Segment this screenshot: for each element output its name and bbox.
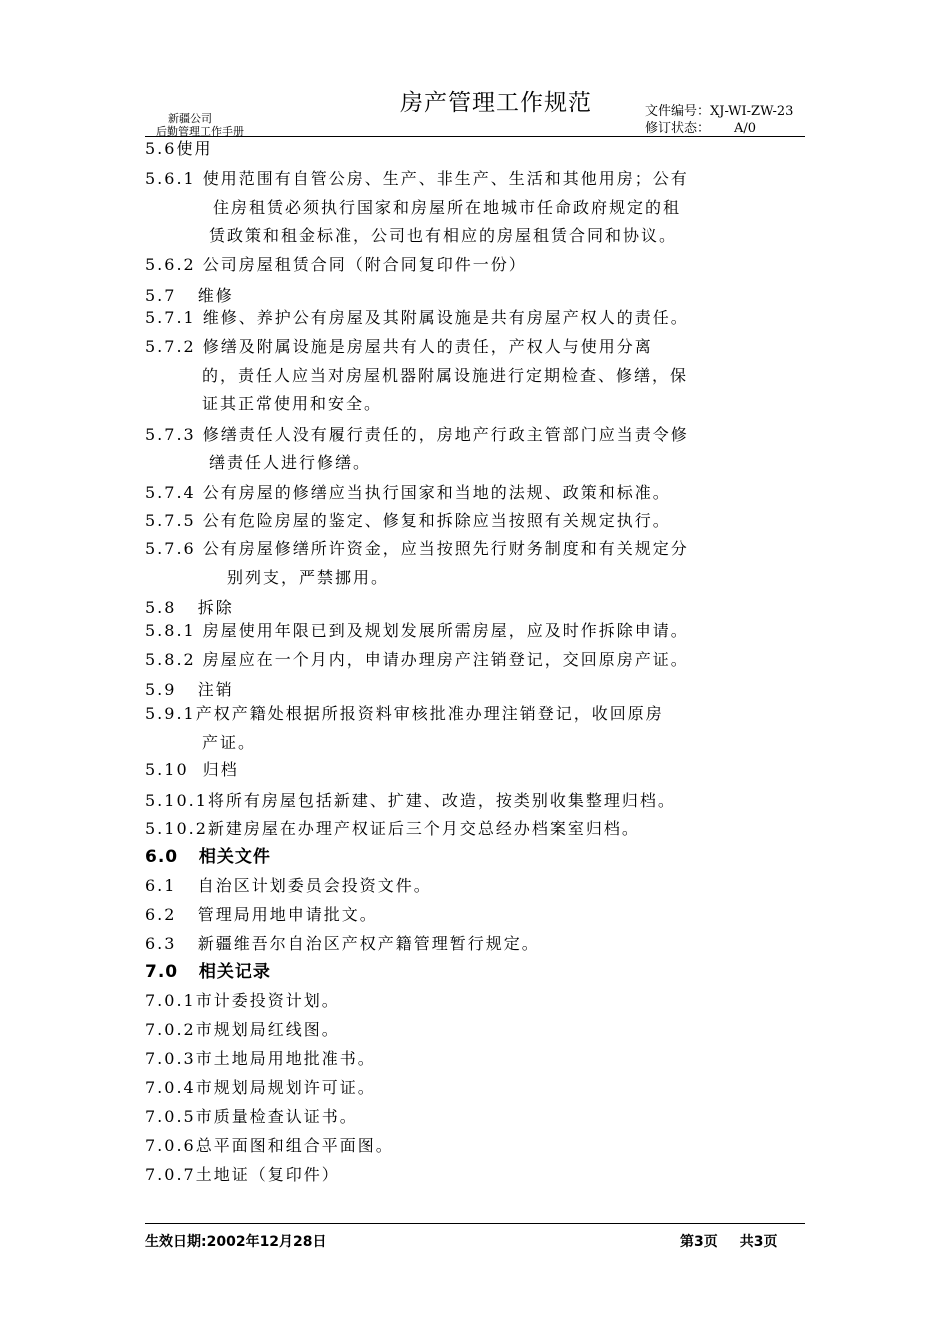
clause-5-7-1: 5.7.1 维修、养护公有房屋及其附属设施是共有房屋产权人的责任。 (145, 308, 689, 327)
clause-5-6-1-cont-1: 住房租赁必须执行国家和房屋所在地城市任命政府规定的租 (213, 198, 682, 217)
section-5-10: 5.10 归档 (145, 760, 239, 779)
page-number (680, 1231, 778, 1251)
total-pages: 共3页 (739, 1234, 778, 1250)
clause-5-9-1-cont: 产证。 (202, 733, 257, 752)
clause-5-8-1: 5.8.1 房屋使用年限已到及规划发展所需房屋，应及时作拆除申请。 (145, 621, 689, 640)
record-7-0-1: 7.0.1市计委投资计划。 (145, 991, 340, 1010)
revision-value: A/0 (734, 121, 757, 136)
current-page: 第3页 (680, 1234, 718, 1250)
effective-date: 生效日期:2002年12月28日 (145, 1234, 327, 1250)
header-rule (145, 136, 805, 137)
clause-5-7-5: 5.7.5 公有危险房屋的鉴定、修复和拆除应当按照有关规定执行。 (145, 511, 671, 530)
clause-5-10-1: 5.10.1将所有房屋包括新建、扩建、改造，按类别收集整理归档。 (145, 791, 676, 810)
section-5-8: 5.8 拆除 (145, 598, 234, 617)
clause-5-6-2: 5.6.2 公司房屋租赁合同（附合同复印件一份） (145, 255, 527, 274)
clause-5-7-3-cont: 缮责任人进行修缮。 (209, 453, 372, 472)
clause-5-7-6: 5.7.6 公有房屋修缮所许资金，应当按照先行财务制度和有关规定分 (145, 539, 689, 558)
header-company: 新疆公司 (168, 112, 212, 125)
footer-rule (145, 1223, 805, 1224)
record-7-0-4: 7.0.4市规划局规划许可证。 (145, 1078, 376, 1097)
clause-5-7-3: 5.7.3 修缮责任人没有履行责任的，房地产行政主管部门应当责令修 (145, 425, 689, 444)
clause-5-6-1: 5.6.1 使用范围有自管公房、生产、非生产、生活和其他用房；公有 (145, 169, 689, 188)
record-7-0-2: 7.0.2市规划局红线图。 (145, 1020, 340, 1039)
record-7-0-7: 7.0.7土地证（复印件） (145, 1165, 340, 1184)
clause-5-7-2-cont-2: 证其正常使用和安全。 (202, 394, 383, 413)
clause-5-6-1-cont-2: 赁政策和租金标准，公司也有相应的房屋租赁合同和协议。 (209, 226, 678, 245)
revision-status (645, 117, 756, 136)
clause-5-9-1: 5.9.1产权产籍处根据所报资料审核批准办理注销登记，收回原房 (145, 704, 664, 723)
section-6-0-heading: 6.0 相关文件 (145, 847, 271, 867)
document-title: 房产管理工作规范 (400, 90, 592, 116)
clause-5-7-2-cont-1: 的，责任人应当对房屋机器附属设施进行定期检查、修缮，保 (202, 366, 689, 385)
section-7-0-heading: 7.0 相关记录 (145, 962, 271, 982)
record-7-0-5: 7.0.5市质量检查认证书。 (145, 1107, 358, 1126)
clause-5-7-2: 5.7.2 修缮及附属设施是房屋共有人的责任，产权人与使用分离 (145, 337, 653, 356)
record-7-0-6: 7.0.6总平面图和组合平面图。 (145, 1136, 394, 1155)
clause-6-3: 6.3 新疆维吾尔自治区产权产籍管理暂行规定。 (145, 934, 540, 953)
clause-5-7-4: 5.7.4 公有房屋的修缮应当执行国家和当地的法规、政策和标准。 (145, 483, 671, 502)
section-5-7: 5.7 维修 (145, 286, 234, 305)
revision-label: 修订状态： (645, 121, 711, 136)
document-number: 文件编号：XJ-WI-ZW-23 (645, 104, 794, 119)
clause-6-2: 6.2 管理局用地申请批文。 (145, 905, 378, 924)
clause-5-8-2: 5.8.2 房屋应在一个月内，申请办理房产注销登记，交回原房产证。 (145, 650, 689, 669)
header-manual: 后勤管理工作手册 (156, 125, 244, 138)
clause-6-1: 6.1 自治区计划委员会投资文件。 (145, 876, 432, 895)
clause-5-10-2: 5.10.2新建房屋在办理产权证后三个月交总经办档案室归档。 (145, 819, 640, 838)
section-5-6: 5.6使用 (145, 139, 213, 158)
section-5-9: 5.9 注销 (145, 680, 234, 699)
record-7-0-3: 7.0.3市土地局用地批准书。 (145, 1049, 376, 1068)
clause-5-7-6-cont: 别列支，严禁挪用。 (227, 568, 390, 587)
